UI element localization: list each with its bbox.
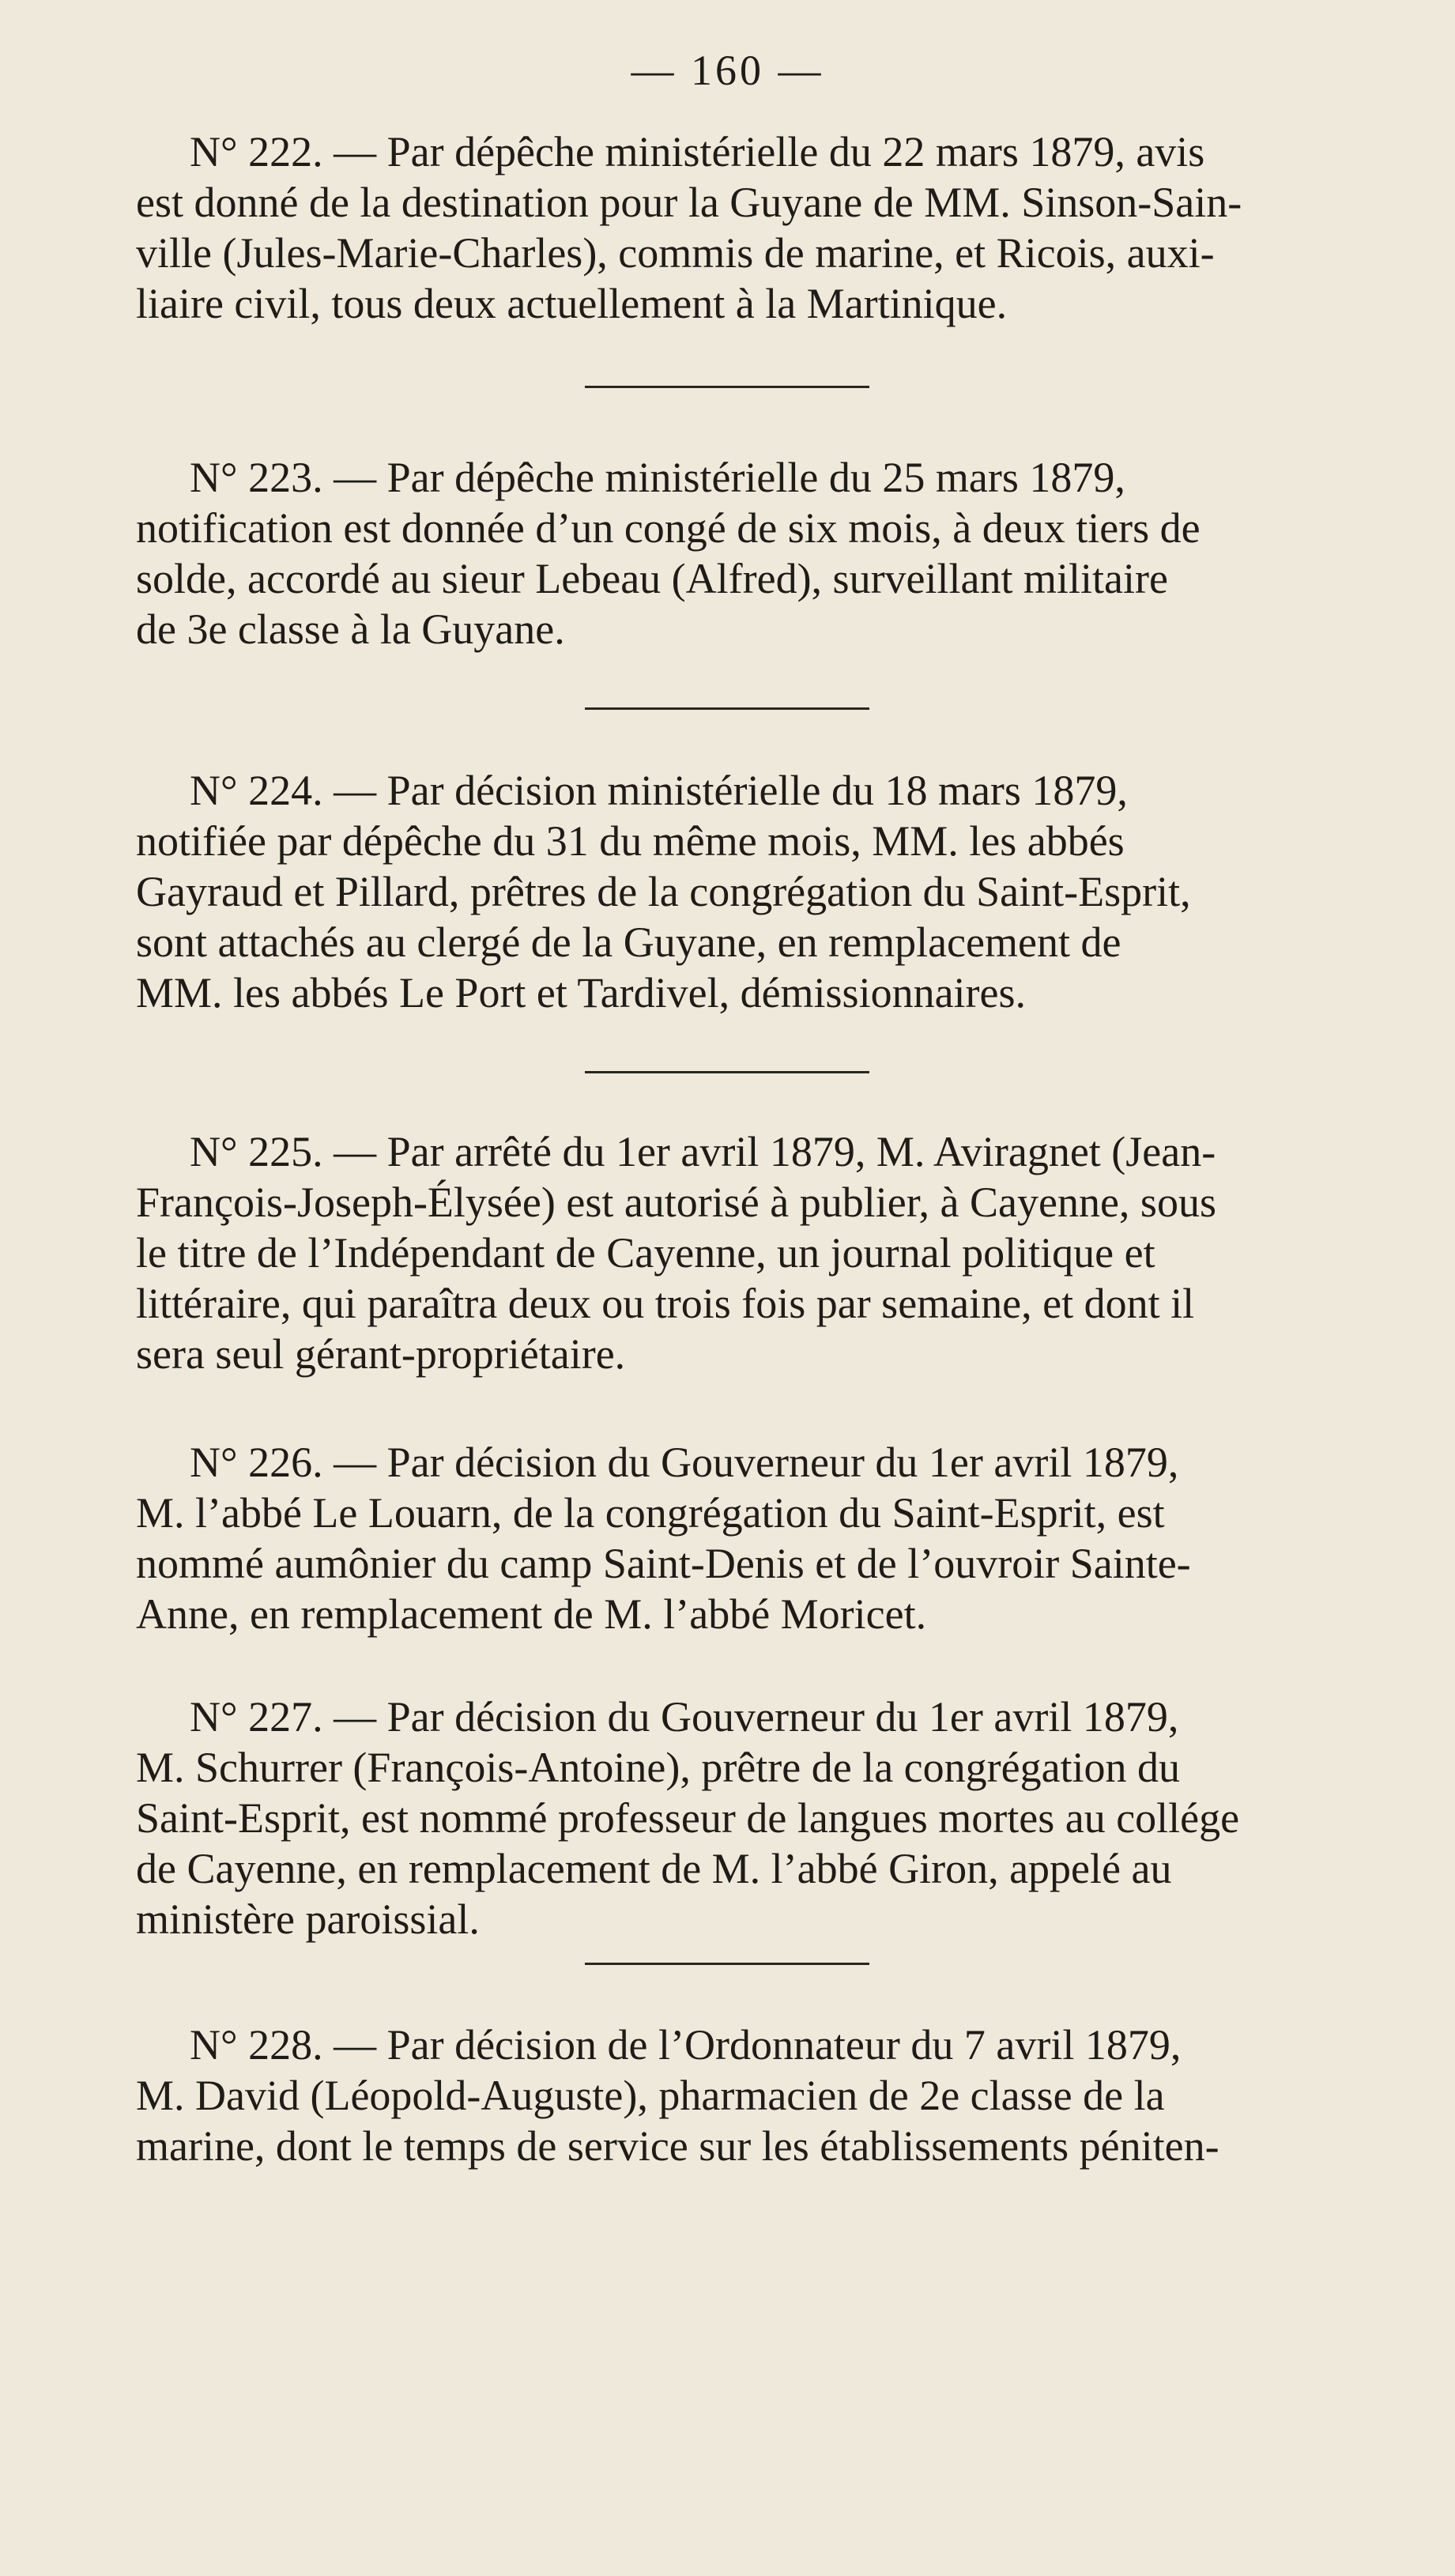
separator-rule <box>585 1071 869 1073</box>
entry-227-line-3: Saint-Esprit, est nommé professeur de langues mortes au collége <box>136 1794 1240 1842</box>
entry-222 <box>136 126 1325 329</box>
separator-rule <box>585 707 869 710</box>
entry-225-line-4: littéraire, qui paraîtra deux ou trois fois par semaine, et dont il <box>136 1280 1195 1327</box>
entry-228 <box>136 2020 1325 2171</box>
entry-227-line-1: N° 227. — Par décision du Gouverneur du 1er avril 1879, <box>190 1693 1179 1741</box>
entry-223-line-2: notification est donnée d’un congé de six mois, à deux tiers de <box>136 504 1201 552</box>
entry-226-line-3: nommé aumônier du camp Saint-Denis et de l’ouvroir Sainte- <box>136 1540 1191 1587</box>
entry-226-line-4: Anne, en remplacement de M. l’abbé Moricet. <box>136 1590 927 1638</box>
separator-rule <box>585 386 869 388</box>
entry-225-line-3: le titre de l’Indépendant de Cayenne, un journal politique et <box>136 1229 1155 1277</box>
entry-225-line-2: François-Joseph-Élysée) est autorisé à publier, à Cayenne, sous <box>136 1179 1216 1226</box>
entry-224-line-4: sont attachés au clergé de la Guyane, en remplacement de <box>136 918 1121 966</box>
separator-rule <box>585 1963 869 1965</box>
entry-222-line-1: N° 222. — Par dépêche ministérielle du 22 mars 1879, avis <box>190 128 1205 175</box>
entry-224-line-2: notifiée par dépêche du 31 du même mois, MM. les abbés <box>136 817 1125 865</box>
entry-224 <box>136 765 1325 1018</box>
entry-224-line-5: MM. les abbés Le Port et Tardivel, démissionnaires. <box>136 969 1027 1016</box>
entry-223-line-3: solde, accordé au sieur Lebeau (Alfred), surveillant militaire <box>136 555 1168 602</box>
entry-224-line-3: Gayraud et Pillard, prêtres de la congrégation du Saint-Esprit, <box>136 868 1191 915</box>
entry-222-line-2: est donné de la destination pour la Guyane de MM. Sinson-Sain- <box>136 179 1242 226</box>
entry-224-line-1: N° 224. — Par décision ministérielle du 18 mars 1879, <box>190 767 1128 814</box>
entry-222-line-3: ville (Jules-Marie-Charles), commis de marine, et Ricois, auxi- <box>136 229 1215 277</box>
entry-223-line-1: N° 223. — Par dépêche ministérielle du 25 mars 1879, <box>190 454 1125 501</box>
entry-228-line-2: M. David (Léopold-Auguste), pharmacien de 2e classe de la <box>136 2072 1165 2119</box>
entry-225 <box>136 1126 1325 1379</box>
entry-228-line-1: N° 228. — Par décision de l’Ordonnateur du 7 avril 1879, <box>190 2021 1182 2069</box>
entry-228-line-3: marine, dont le temps de service sur les établissements péniten- <box>136 2122 1219 2170</box>
entry-227-line-2: M. Schurrer (François-Antoine), prêtre de la congrégation du <box>136 1744 1181 1791</box>
entry-226-line-1: N° 226. — Par décision du Gouverneur du 1er avril 1879, <box>190 1439 1179 1486</box>
entry-227-line-5: ministère paroissial. <box>136 1895 480 1943</box>
entry-227-line-4: de Cayenne, en remplacement de M. l’abbé Giron, appelé au <box>136 1845 1172 1892</box>
page-number: — 160 — <box>631 47 824 94</box>
entry-225-line-1: N° 225. — Par arrêté du 1er avril 1879, M. Aviragnet (Jean- <box>190 1128 1216 1175</box>
entry-222-line-4: liaire civil, tous deux actuellement à la Martinique. <box>136 280 1008 327</box>
entry-223-line-4: de 3e classe à la Guyane. <box>136 605 565 653</box>
entry-223 <box>136 452 1325 654</box>
entry-226-line-2: M. l’abbé Le Louarn, de la congrégation du Saint-Esprit, est <box>136 1489 1165 1537</box>
entry-225-line-5: sera seul gérant-propriétaire. <box>136 1330 626 1378</box>
entry-227 <box>136 1692 1325 1944</box>
entry-226 <box>136 1437 1325 1639</box>
